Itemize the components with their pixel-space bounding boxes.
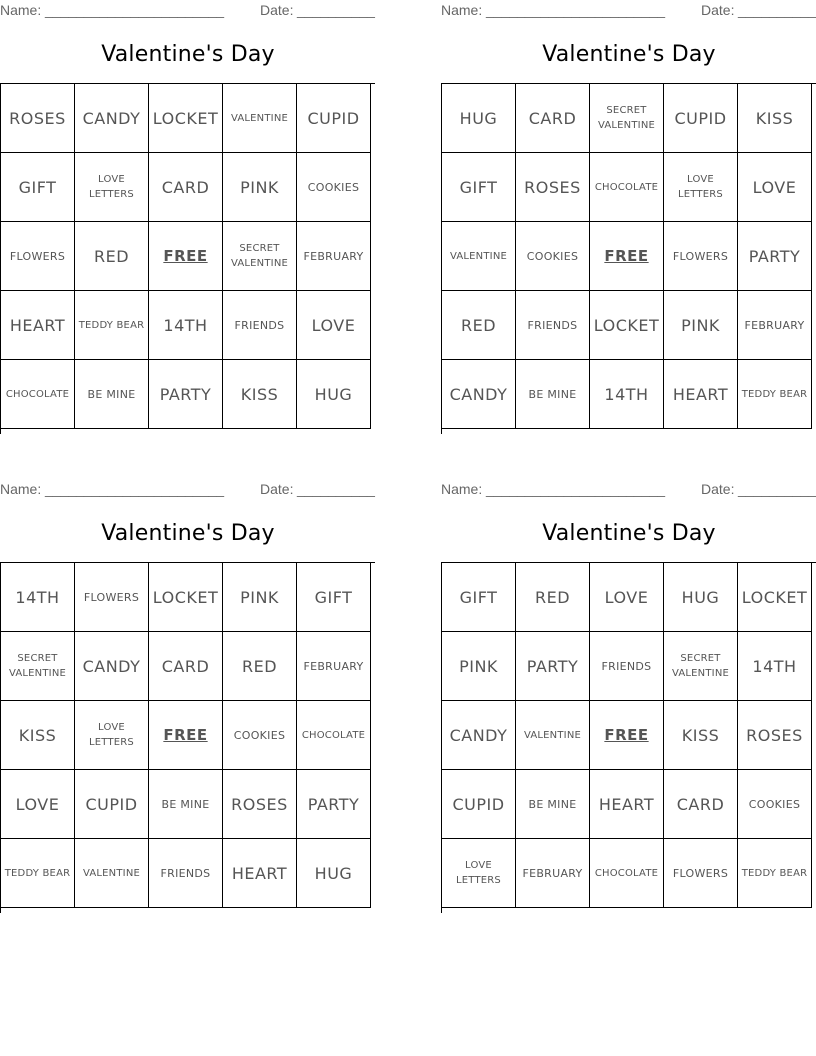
name-blank-line: _______________________ [45,481,225,497]
bingo-cell: HUG [442,84,516,153]
bingo-cell: CHOCOLATE [590,839,664,908]
name-label: Name: [0,2,42,18]
bingo-cell: PARTY [516,632,590,701]
bingo-cell: LOVE [738,153,812,222]
bingo-cell: CANDY [442,360,516,429]
bingo-cell: ROSES [738,701,812,770]
bingo-cell: CUPID [664,84,738,153]
bingo-cell: COOKIES [297,153,371,222]
date-blank-line: __________ [738,481,816,497]
bingo-cell: TEDDY BEAR [1,839,75,908]
bingo-cell: LOVE LETTERS [75,153,149,222]
bingo-cell: FEBRUARY [297,632,371,701]
bingo-cell: TEDDY BEAR [738,360,812,429]
bingo-cell: TEDDY BEAR [75,291,149,360]
bingo-grid [441,562,816,913]
bingo-cell: HUG [297,839,371,908]
bingo-grid [0,83,375,434]
bingo-cell: CARD [664,770,738,839]
bingo-cell: PINK [223,563,297,632]
name-blank-line: _______________________ [486,481,666,497]
bingo-cell: CARD [149,153,223,222]
bingo-cell: CARD [516,84,590,153]
bingo-cell: BE MINE [516,360,590,429]
bingo-cell: CHOCOLATE [590,153,664,222]
date-blank-line: __________ [297,481,375,497]
bingo-cell: HEART [223,839,297,908]
bingo-cell: FRIENDS [223,291,297,360]
bingo-cell: CANDY [75,632,149,701]
bingo-cell: FEBRUARY [516,839,590,908]
bingo-cell: GIFT [442,153,516,222]
bingo-cell: LOVE [1,770,75,839]
bingo-cell: PARTY [149,360,223,429]
bingo-cell: LOCKET [738,563,812,632]
bingo-cell: ROSES [223,770,297,839]
bingo-cell: CUPID [442,770,516,839]
card-header [441,2,816,20]
bingo-cell: FRIENDS [516,291,590,360]
bingo-cell: ROSES [1,84,75,153]
date-label: Date: [260,2,294,18]
bingo-cell: TEDDY BEAR [738,839,812,908]
bingo-cell: RED [75,222,149,291]
card-header [441,481,816,499]
bingo-cell: FLOWERS [1,222,75,291]
card-title: Valentine's Day [101,521,275,546]
bingo-cell: PINK [223,153,297,222]
name-label: Name: [0,481,42,497]
bingo-cell: VALENTINE [223,84,297,153]
bingo-cell: VALENTINE [75,839,149,908]
name-blank-line: _______________________ [486,2,666,18]
bingo-cell: COOKIES [738,770,812,839]
bingo-cell: SECRET VALENTINE [664,632,738,701]
bingo-cell: CANDY [442,701,516,770]
bingo-cell: LOCKET [590,291,664,360]
bingo-cell: RED [516,563,590,632]
bingo-card [0,0,376,440]
bingo-cell: KISS [1,701,75,770]
bingo-cell: FRIENDS [149,839,223,908]
bingo-cell: LOVE [590,563,664,632]
bingo-cell: FEBRUARY [738,291,812,360]
bingo-cell: 14TH [590,360,664,429]
bingo-cell: RED [223,632,297,701]
bingo-card [441,479,816,919]
bingo-cell: FRIENDS [590,632,664,701]
bingo-cell: ROSES [516,153,590,222]
name-label: Name: [441,2,483,18]
bingo-cell: FLOWERS [664,839,738,908]
bingo-cell: HEART [664,360,738,429]
bingo-cell: 14TH [738,632,812,701]
bingo-cell: FLOWERS [664,222,738,291]
date-blank-line: __________ [738,2,816,18]
bingo-cell: LOCKET [149,563,223,632]
free-space-cell: FREE [149,701,223,770]
bingo-cell: LOVE LETTERS [75,701,149,770]
bingo-cell: SECRET VALENTINE [1,632,75,701]
bingo-cell: BE MINE [516,770,590,839]
date-label: Date: [701,481,735,497]
bingo-cell: CUPID [75,770,149,839]
bingo-cell: LOVE LETTERS [664,153,738,222]
bingo-card [441,0,816,440]
bingo-cell: FLOWERS [75,563,149,632]
bingo-cell: RED [442,291,516,360]
bingo-cell: VALENTINE [516,701,590,770]
bingo-cell: FEBRUARY [297,222,371,291]
bingo-cell: GIFT [1,153,75,222]
bingo-cell: COOKIES [516,222,590,291]
bingo-cell: CHOCOLATE [297,701,371,770]
bingo-cell: PINK [664,291,738,360]
free-space-cell: FREE [590,701,664,770]
bingo-cell: BE MINE [149,770,223,839]
bingo-cell: HEART [590,770,664,839]
bingo-grid [0,562,375,913]
bingo-cell: 14TH [1,563,75,632]
date-label: Date: [260,481,294,497]
bingo-cell: VALENTINE [442,222,516,291]
bingo-cell: KISS [738,84,812,153]
card-header [0,2,376,20]
bingo-cell: CHOCOLATE [1,360,75,429]
bingo-cell: HUG [664,563,738,632]
bingo-cell: LOCKET [149,84,223,153]
bingo-grid [441,83,816,434]
bingo-cell: CARD [149,632,223,701]
bingo-cell: KISS [223,360,297,429]
card-title: Valentine's Day [101,42,275,67]
date-label: Date: [701,2,735,18]
bingo-cell: LOVE [297,291,371,360]
name-blank-line: _______________________ [45,2,225,18]
bingo-cell: GIFT [297,563,371,632]
bingo-cell: KISS [664,701,738,770]
bingo-cell: HEART [1,291,75,360]
name-label: Name: [441,481,483,497]
bingo-card [0,479,376,919]
bingo-cell: SECRET VALENTINE [590,84,664,153]
bingo-cell: CANDY [75,84,149,153]
free-space-cell: FREE [590,222,664,291]
bingo-cell: GIFT [442,563,516,632]
free-space-cell: FREE [149,222,223,291]
card-title: Valentine's Day [542,42,716,67]
card-header [0,481,376,499]
bingo-cell: COOKIES [223,701,297,770]
bingo-cell: LOVE LETTERS [442,839,516,908]
bingo-cell: CUPID [297,84,371,153]
bingo-cell: PARTY [738,222,812,291]
bingo-cell: PINK [442,632,516,701]
date-blank-line: __________ [297,2,375,18]
bingo-cell: BE MINE [75,360,149,429]
bingo-cell: HUG [297,360,371,429]
bingo-cell: SECRET VALENTINE [223,222,297,291]
bingo-cell: PARTY [297,770,371,839]
bingo-cell: 14TH [149,291,223,360]
card-title: Valentine's Day [542,521,716,546]
